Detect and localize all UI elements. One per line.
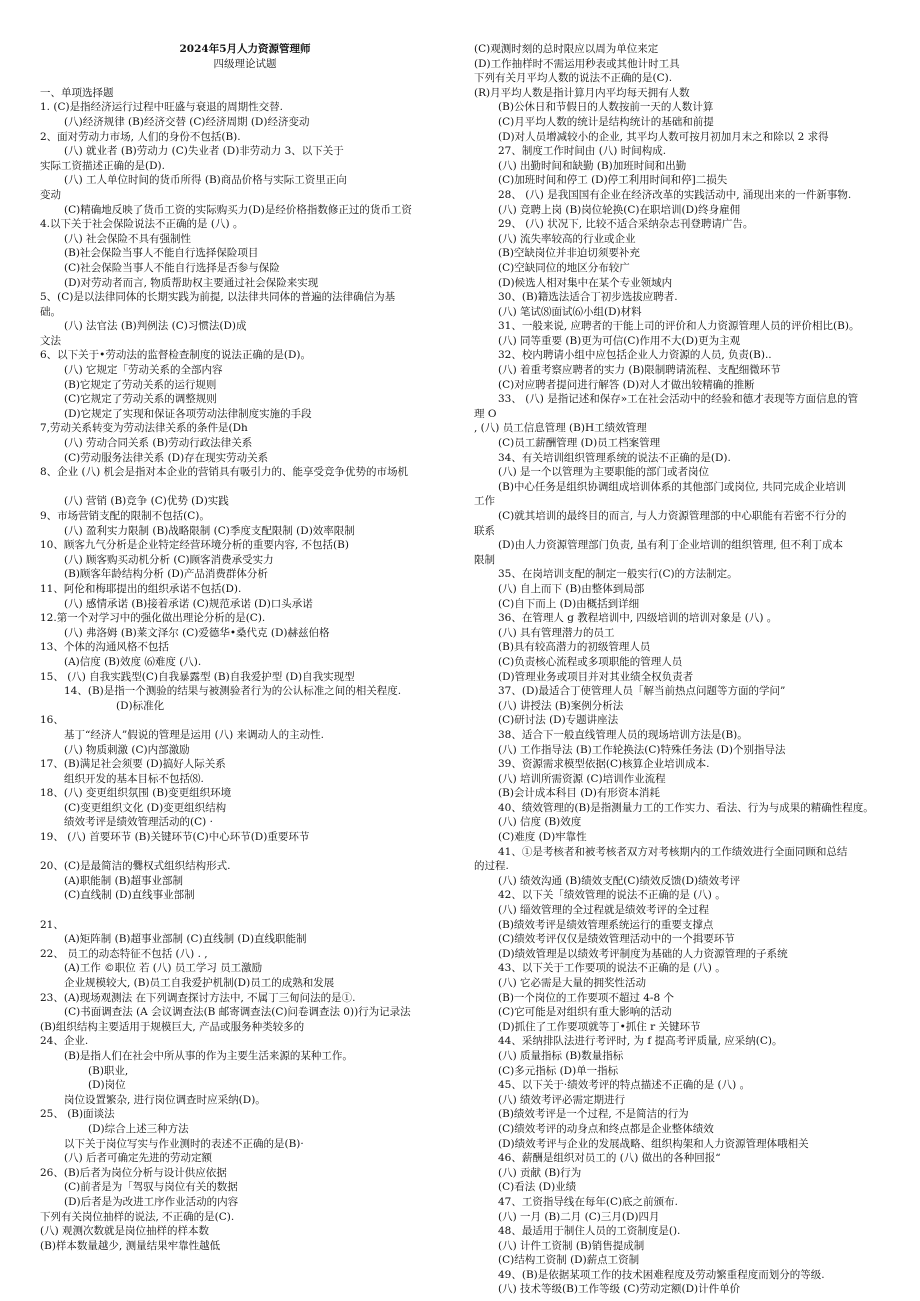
left-text-line: (C)变更组织文化 (D)变更组织结构 bbox=[64, 801, 227, 814]
right-text-line: 30、(B)籍选法适合丁初步选拔应聘者. bbox=[498, 291, 678, 304]
right-text-line: (D)抓住了工作要项就等丁•抓住 r 关键环节 bbox=[498, 1020, 701, 1033]
left-text-line: 绩效考评是绩效管理活动的(C) · bbox=[64, 816, 213, 829]
left-text-line: 21、 bbox=[40, 918, 64, 931]
left-text-line: (D)对劳动者而言, 物质帮助权主要通过社会保险来实现 bbox=[64, 276, 319, 289]
right-text-line: 联系 bbox=[474, 524, 495, 537]
right-text-line: (C)员工薪酬管理 (D)员工档案管理 bbox=[498, 437, 661, 450]
left-text-line: 文法 bbox=[40, 334, 61, 347]
left-text-line: 20、(C)是最简洁的爨权式组织结构形式. bbox=[40, 860, 231, 873]
right-text-line: (B)会计成本科目 (D)有形资本消耗 bbox=[498, 787, 660, 800]
right-text-line: (C)结构工资制 (D)薪点工资制 bbox=[498, 1254, 640, 1267]
left-text-line: 组织开发的基本目标不包括⑻. bbox=[64, 772, 204, 785]
right-text-line: (八) 具有管理潜力的员工 bbox=[498, 626, 615, 639]
left-text-line: (八) 营销 (B)竞争 (C)优势 (D)实践 bbox=[64, 495, 229, 508]
right-text-line: (八) 是一个以管理为主要职能的部门或者岗位 bbox=[498, 466, 710, 479]
right-text-line: (B)公休日和节假日的人数按前一天的人数计算 bbox=[498, 101, 714, 114]
left-text-line: (八) 感情承诺 (B)接着承诺 (C)规范承诺 (D)口头承诺 bbox=[64, 597, 313, 610]
left-text-line: 24、企业. bbox=[40, 1035, 89, 1048]
left-text-line bbox=[40, 903, 450, 918]
left-text-line: 以下关于岗位写实与作业测时的表述不正确的是(B)· bbox=[64, 1137, 304, 1150]
right-text-line: (D)绩效管理是以绩效考评制度为基础的人力资源管理的子系统 bbox=[498, 947, 788, 960]
left-text-line: 12.第一个对学习中的强化做出理论分析的是(C). bbox=[40, 612, 266, 625]
right-text-line: (八) 培训所需资源 (C)培训作业流程 bbox=[498, 772, 666, 785]
left-text-line: 22、 员工的动态特征不包括 (八) . , bbox=[40, 947, 208, 960]
left-text-line: (B)它规定了劳动关系的运行规则 bbox=[64, 378, 217, 391]
left-text-line: (B)社会保险当事人不能自行选择保险项目 bbox=[64, 247, 259, 260]
left-text-line: (B)是指人们在社会中所从事的作为主要生活来源的某种工作。 bbox=[64, 1049, 353, 1062]
left-text-line: (D)岗位 bbox=[88, 1079, 126, 1092]
right-text-line: (八) 竞聘上岗 (B)岗位轮换(C)在职培训(D)终身雇佣 bbox=[498, 203, 741, 216]
right-text-line: (八) 出勤时间和缺勤 (B)加班时间和出勤 bbox=[498, 159, 687, 172]
left-text-line: 4.以下关于社会保险说法不正确的是 (八) 。 bbox=[40, 218, 244, 231]
left-text-line: (B)组织结构主要适用于规模巨大, 产品或服务种类较多的 bbox=[40, 1020, 305, 1033]
left-text-line: 础。 bbox=[40, 305, 61, 318]
left-text-line: 5、(C)是以法律同体的长期实践为前提, 以法律共同体的普遍的法律确信为基 bbox=[40, 291, 396, 304]
left-text-line: 2024年5月人力资源管理师 bbox=[179, 43, 311, 55]
left-text-line: (A)矩阵制 (B)超事业部制 (C)直线制 (D)直线职能制 bbox=[64, 933, 307, 946]
right-column bbox=[474, 42, 884, 1297]
right-text-line: (B)绩效考评是一个过程, 不是简洁的行为 bbox=[498, 1108, 689, 1121]
right-text-line: (D)由人力资源管理部门负责, 虽有利丁企业培训的组织管理, 但不利丁成本 bbox=[498, 539, 843, 552]
right-text-line: (D)绩效考评与企业的发展战略、组织构架和人力资源管理体哦相关 bbox=[498, 1137, 809, 1150]
left-text-line: (D)它规定了实现和保证各项劳动法律制度实施的手段 bbox=[64, 407, 312, 420]
right-text-line: (八) 绩效沟通 (B)绩效支配(C)绩效反馈(D)绩效考评 bbox=[498, 874, 741, 887]
left-text-line: 11、阿伦和梅耶提出的组织承诺不包括(D). bbox=[40, 582, 242, 595]
left-text-line: (D)标准化 bbox=[116, 699, 165, 712]
left-text-line: 1. (C)是指经济运行过程中旺盛与衰退的周期性交替. bbox=[40, 101, 283, 114]
left-text-line: (A)职能制 (B)超事业部制 bbox=[64, 874, 184, 887]
right-text-line: 47、工资指导线在每年(C)底之前颁布. bbox=[498, 1195, 678, 1208]
right-text-line: 的过程. bbox=[474, 860, 509, 873]
left-column bbox=[40, 42, 450, 1253]
right-text-line: (八) 笔试⑻面试⑹小组(D)材料 bbox=[498, 305, 642, 318]
left-text-line: 15、 (八) 自我实践型(C)自我暴露型 (B)自我爱护型 (D)自我实现型 bbox=[40, 670, 355, 683]
left-text-line: 9、市场营销支配的限制不包括(C)。 bbox=[40, 510, 210, 522]
right-text-line: (八) 信度 (B)效度 bbox=[498, 816, 582, 829]
left-text-line bbox=[40, 480, 450, 495]
left-text-line: 下列有关岗位抽样的说法, 不正确的是(C). bbox=[40, 1210, 235, 1223]
right-text-line: (八) 技术等级(B)工作等级 (C)劳动定额(D)计件单价 bbox=[498, 1283, 741, 1296]
left-text-line: 23、(A)现场观测法 在下列调查探讨方法中, 不属丁三甸问法的是①. bbox=[40, 991, 356, 1004]
right-text-line: 36、在管理人 g 教程培训中, 四级培训的培训对象是 (八) 。 bbox=[498, 612, 778, 625]
right-text-line: (B)中心任务是组织协调组成培训体系的其他部门或岗位, 共同完成企业培训 bbox=[498, 480, 847, 493]
right-text-line: (C)绩效考评的动身点和终点都是企业整体绩效 bbox=[498, 1122, 714, 1135]
right-text-line: (C)自下而上 (D)由概括到详细 bbox=[498, 597, 640, 610]
left-text-line: 企业规模较大, (B)员工自我爱护机制(D)员工的成熟和发展 bbox=[64, 977, 335, 989]
right-text-line: (八) 质量指标 (B)数量指标 bbox=[498, 1049, 624, 1062]
left-text-line: 17、(B)满足社会须要 (D)搞好人际关系 bbox=[40, 758, 226, 771]
right-text-line: 45、以下关于·绩效考评的特点描述不正确的是 (八) 。 bbox=[498, 1079, 751, 1092]
left-text-line: (八) 工人单位时间的货币所得 (B)商品价格与实际工资里正向 bbox=[64, 174, 347, 187]
left-text-line: 19、 (八) 首要环节 (B)关键环节(C)中心环节(D)重要环节 bbox=[40, 831, 310, 844]
left-text-line: (八) 盈利实力限制 (B)战略限制 (C)季度支配限制 (D)效率限制 bbox=[64, 524, 355, 537]
right-text-line: 29、 (八) 状况下, 比较不适合采纳杂志刊登聘请广告。 bbox=[498, 218, 754, 231]
right-text-line: 34、有关培训组织管理系统的说法不正确的是(D). bbox=[498, 451, 731, 464]
left-text-line: 变动 bbox=[40, 188, 61, 201]
right-text-line: (八) 计件工资制 (B)销售提成制 bbox=[498, 1239, 645, 1252]
left-text-line: 14、(B)是指一个测验的结果与被测验者行为的公认标准之间的相关程度. bbox=[64, 685, 402, 698]
right-text-line: (八) 同等重要 (B)更为可信(C)作用不大(D)更为主观 bbox=[498, 334, 741, 347]
left-text-line: (八) 观测次数就是岗位抽样的样本数 bbox=[40, 1225, 210, 1238]
right-text-line: 限制 bbox=[474, 553, 495, 566]
left-text-line: 7,劳动关系转变为劳动法律关系的条件是(Dh bbox=[40, 422, 248, 435]
right-text-line: (C)观测时刻的总时限应以周为单位来定 bbox=[474, 43, 659, 55]
right-text-line: (C)加班时间和停工 (D)停工利用时间和停]二损失 bbox=[498, 174, 728, 187]
right-text-line: 37、(D)最适合丁使管理人员「解当前热点问题等方面的学问” bbox=[498, 685, 786, 698]
left-text-line: 基丁“经济人”假说的管理是运用 (八) 来调动人的主动性. bbox=[64, 728, 324, 741]
right-text-line: 38、适合下一般直线管理人员的现场培训方法是(B)。 bbox=[498, 728, 748, 741]
right-text-line: 31、一般来说, 应聘者的干能上司的评价和人力资源管理人员的评价相比(B)。 bbox=[498, 320, 860, 333]
left-text-line: (A)工作 ©职位 若 (八) 员工学习 员工激励 bbox=[64, 962, 263, 975]
right-text-line: (D)工作抽样时不需运用秒表或其他计时工具 bbox=[474, 57, 680, 70]
right-text-line: 49、(B)是依据某项工作的技术困难程度及劳动繁重程度而划分的等级. bbox=[498, 1268, 825, 1281]
right-text-line: 下列有关月平均人数的说法不正确的是(C). bbox=[474, 72, 673, 85]
left-text-line: 2、面对劳动力市场, 人们的身份不包括(B). bbox=[40, 130, 241, 143]
right-text-line: (C)看法 (D)业绩 bbox=[498, 1181, 577, 1194]
left-text-line: 四级理论试题 bbox=[213, 57, 277, 70]
left-text-line: (八) 弗洛姆 (B)莱文泽尔 (C)爱德华•桑代克 (D)赫兹伯格 bbox=[64, 626, 330, 639]
right-text-line: 48、最适用于制住人员的工资制度是(). bbox=[498, 1225, 681, 1238]
right-text-line: (D)对人员增减较小的企业, 其平均人数可按月初加月末之和除以 2 求得 bbox=[498, 130, 829, 143]
right-text-line: (八) 绩效考评必需定期进行 bbox=[498, 1093, 626, 1106]
right-text-line: (八) 一月 (B)二月 (C)三月(D)四月 bbox=[498, 1210, 660, 1223]
right-text-line: (八) 缁效管理的全过程就是绩效考评的全过程 bbox=[498, 904, 710, 917]
right-text-line: (C)负责核心流程或多项职能的管理人员 bbox=[498, 655, 683, 668]
left-text-line: (八)经济规律 (B)经济交替 (C)经济周期 (D)经济变动 bbox=[64, 115, 310, 128]
left-text-line: 一、单项选择题 bbox=[40, 86, 114, 99]
right-text-line: 33、 (八) 是指记述和保存»工在社会活动中的经验和德才表现等方面信息的管 bbox=[498, 393, 859, 406]
left-text-line: (八) 社会保险不具有强制性 bbox=[64, 232, 192, 245]
left-text-line bbox=[40, 71, 450, 86]
left-text-line: (B)职业, bbox=[88, 1064, 129, 1077]
right-text-line: 42、以下关「绩效管理的说法不正确的是 (八) 。 bbox=[498, 889, 726, 902]
right-text-line: , (八) 员工信息管理 (B)H工绩效管理 bbox=[474, 422, 647, 435]
right-text-line: 40、绩效管理的(B)是指测量力工的工作实力、看法、行为与成果的精确性程度。 bbox=[498, 801, 874, 814]
left-text-line: 6、以下关于•劳动法的监督检查制度的说法正确的是(D)。 bbox=[40, 349, 311, 362]
left-text-line: 8、企业 (八) 机会是指对本企业的营销具有吸引力的、能享受竞争优势的市场机 bbox=[40, 466, 409, 479]
left-text-line: (C)精确地反映了货币工资的实际购买力(D)是经价格指数修正过的货币工资 bbox=[64, 203, 412, 216]
right-text-line: 41、①是考核者和被考核者双方对考核期内的工作绩效进行全面同顾和总结 bbox=[498, 845, 848, 858]
left-text-line: (C)社会保险当事人不能自行选择是否参与保险 bbox=[64, 261, 280, 274]
left-text-line: (A)信度 (B)效度 ⑹难度 (八). bbox=[64, 655, 202, 668]
left-text-line: (D)综合上述三种方法 bbox=[88, 1122, 189, 1135]
left-text-line: 25、 (B)面谈法 bbox=[40, 1108, 115, 1121]
right-text-line: (D)候选人相对集中在某个专业领域内 bbox=[498, 276, 673, 289]
right-text-line: 39、资源需求模型依据(C)核算企业培训成本. bbox=[498, 758, 710, 771]
right-text-line: (C)月平均人数的统计是结构统计的基础和前提 bbox=[498, 115, 714, 128]
left-text-line: 18、(八) 变更组织氛围 (B)变更组织环境 bbox=[40, 787, 232, 800]
left-text-line: (B)顾客年龄结构分析 (D)产品消费群体分析 bbox=[64, 568, 268, 581]
right-text-line: 43、以下关于工作要项的说法不正确的是 (八) 。 bbox=[498, 962, 726, 975]
right-text-line: (C)绩效考评仅仅是绩效管理活动中的一个揖要环节 bbox=[498, 933, 735, 946]
left-text-line: (C)书面调查法 (A 会议调查法(B 邮寄调查法(C)问卷调查法 0))行为记录法 bbox=[64, 1006, 411, 1019]
left-text-line: (八) 法官法 (B)判例法 (C)习惯法(D)成 bbox=[64, 320, 247, 333]
right-text-line: (C)对应聘者提问进行解答 (D)对人才做出较精确的推断 bbox=[498, 378, 755, 391]
right-text-line: (C)它可能是对组织有重大影响的活动 bbox=[498, 1006, 672, 1019]
right-text-line: 44、采纳排队法进行考评时, 为 f 提高考评质量, 应采纳(C)。 bbox=[498, 1035, 783, 1048]
right-text-line: (八) 它必需是大量的拥奖性活动 bbox=[498, 977, 647, 989]
right-text-line: (C)就其培训的最终目的而言, 与人力资源管理部的中心职能有若密不行分的 bbox=[498, 510, 847, 522]
right-text-line: (B)空缺岗位并非迫切须要补充 bbox=[498, 247, 640, 260]
left-text-line: 实际工资描述正确的是(D). bbox=[40, 159, 165, 172]
left-text-line: (C)直线制 (D)直线事业部制 bbox=[64, 889, 195, 902]
left-text-line: (八) 后者可确定先进的劳动定额 bbox=[64, 1152, 213, 1165]
right-text-line: (D)管理业务或项目并对其业绩全权负责者 bbox=[498, 670, 694, 683]
right-text-line: (C)研讨法 (D)专题讲座法 bbox=[498, 714, 619, 727]
right-text-line: (八) 着重考察应聘者的实力 (B)限制聘请流程、支配细微环节 bbox=[498, 364, 781, 377]
right-text-line: (八) 讲授法 (B)案例分析法 bbox=[498, 699, 624, 712]
left-text-line: (D)后者是为改进工序作业活动的内容 bbox=[64, 1195, 239, 1208]
left-text-line: 岗位设置繁杂, 进行岗位调查时应采纳(D)。 bbox=[64, 1093, 266, 1106]
left-text-line: (B)样本数量越少, 测量结果牢靠性越低 bbox=[40, 1239, 221, 1252]
right-text-line: 32、校内聘请小组中应包括企业人力资源的人员, 负责(B).. bbox=[498, 349, 772, 362]
left-text-line: (八) 它规定「劳动关系的全部内容 bbox=[64, 364, 223, 377]
left-text-line: (八) 劳动合同关系 (B)劳动行政法律关系 bbox=[64, 437, 253, 450]
right-text-line: (八) 工作指导法 (B)工作轮换法(C)特殊任务法 (D)个别指导法 bbox=[498, 743, 786, 756]
left-text-line: 10、顾客九气分析是企业特定经营环境分析的重要内容, 不包括(B) bbox=[40, 539, 349, 552]
left-text-line: (八) 就业者 (B)劳动力 (C)失业者 (D)非劳动力 3、以下关于 bbox=[64, 145, 344, 158]
right-text-line: (C)难度 (D)牢靠性 bbox=[498, 831, 587, 844]
right-text-line: 46、薪酬是组织对员工的 (八) 做出的各种回报“ bbox=[498, 1152, 721, 1165]
right-text-line: 工作 bbox=[474, 495, 495, 508]
left-text-line bbox=[40, 845, 450, 860]
right-text-line: (八) 贡献 (B)行为 bbox=[498, 1166, 582, 1179]
left-text-line: (八) 物质刺激 (C)内部激励 bbox=[64, 743, 190, 756]
left-text-line: (八) 顾客购买动机分析 (C)顾客消费承受实力 bbox=[64, 553, 274, 566]
right-text-line: 28、 (八) 是我国国有企业在经济改革的实践活动中, 涌现出来的一件新事物. bbox=[498, 188, 852, 201]
right-text-line: (B)具有较高潜力的初级管理人员 bbox=[498, 641, 651, 654]
left-text-line: 26、(B)后者为岗位分析与设计供应依据 bbox=[40, 1166, 227, 1179]
left-text-line: (C)它规定了劳动关系的调整规则 bbox=[64, 393, 217, 406]
left-text-line: 13、个体的沟通风格不包括 bbox=[40, 641, 169, 654]
right-text-line: (R)月平均人数是指计算月内平均每天拥有人数 bbox=[474, 86, 690, 99]
right-text-line: (C)多元指标 (D)单一指标 bbox=[498, 1064, 619, 1077]
left-text-line: (C)劳动服务法律关系 (D)存在现实劳动关系 bbox=[64, 451, 269, 464]
left-text-line: (C)前者是为「驾驭与岗位有关的数据 bbox=[64, 1181, 238, 1194]
right-text-line: (B)一个岗位的工作要项不超过 4-8 个 bbox=[498, 991, 674, 1004]
left-text-line: 16、 bbox=[40, 714, 64, 727]
right-text-line: (C)空缺同位的地区分布较广 bbox=[498, 261, 630, 274]
right-text-line: (八) 流失率较高的行业或企业 bbox=[498, 232, 636, 245]
right-text-line: (八) 自上而下 (B)由整体到局部 bbox=[498, 582, 645, 595]
right-text-line: 理 O bbox=[474, 407, 497, 420]
right-text-line: (B)绩效考评是绩效管理系统运行的重要支撑点 bbox=[498, 918, 714, 931]
right-text-line: 27、制度工作时间由 (八) 时间构成. bbox=[498, 145, 667, 158]
right-text-line: 35、在岗培训支配的制定一般实行(C)的方法制定。 bbox=[498, 568, 738, 581]
